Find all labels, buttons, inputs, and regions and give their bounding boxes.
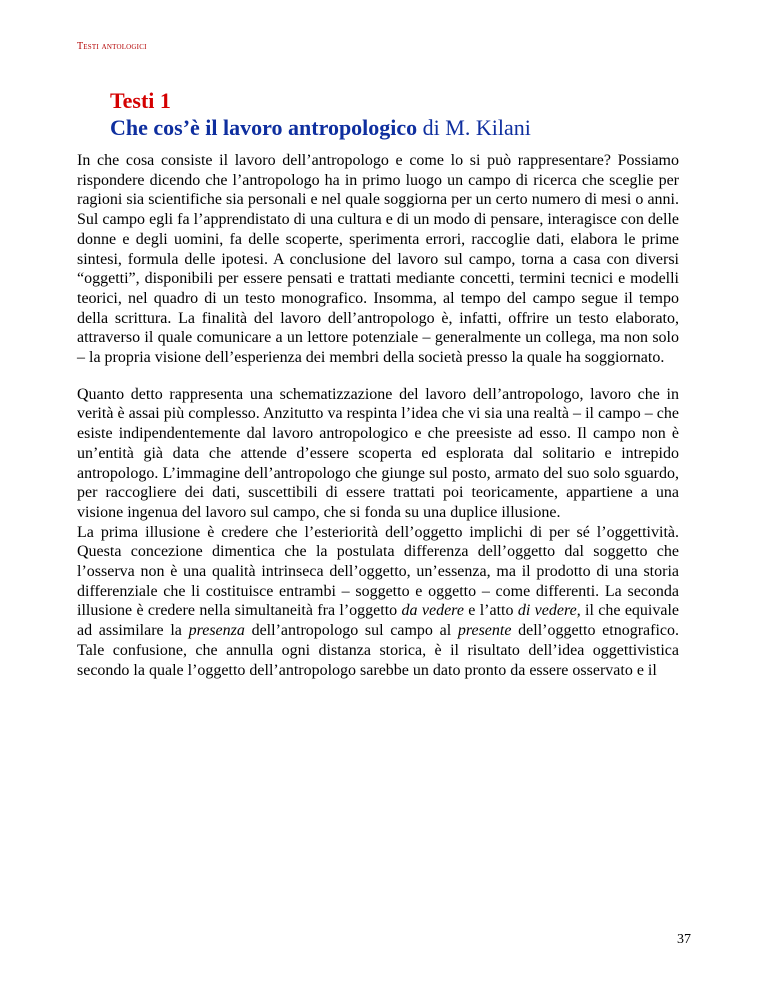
paragraph-3-text-b: e l’atto [463,602,518,620]
section-title [110,87,531,141]
running-header: Testi antologici [77,41,147,52]
title-author: di M. Kilani [417,115,531,140]
paragraph-3-text-c: , il che equivale ad assimilare la [77,602,680,640]
page-number: 37 [677,932,691,947]
title-section-number: Testi 1 [110,88,171,113]
title-text: Che cos’è il lavoro antropologico [110,115,418,140]
paragraph-3-text-a: La prima illusione è credere che l’esteriorità dell’oggetto implichi di per sé l’oggettività. Questa concezione dimentica che la postulata differenza dell’oggetto dal soggetto che l’osserva non è una qualità intrinseca dell’oggetto, un’essenza, ma il prodotto di una storia differenziale che li costituisce entrambi – soggetto e oggetto – come differenti. La seconda illusione è credere nella simultaneità fra l’oggetto [77,523,679,620]
paragraph-3-italic-presenza: presenza [188,622,245,640]
body-text [77,151,679,680]
paragraph-3-italic-di-vedere: di vedere [517,602,577,620]
paragraph-3-text-d: dell’antropologo sul campo al [244,622,458,640]
paragraph-2: Quanto detto rappresenta una schematizzazione del lavoro dell’antropologo, lavoro che in verità è assai più complesso. Anzitutto va respinta l’idea che vi sia una realtà – il campo – che esiste indipendentemente dal lavoro antropologico e che preesiste ad esso. Il campo non è un’entità già data che attende d’essere scoperta ed esplorata dal solitario e intrepido antropologo. L’immagine dell’antropologo che giunge sul posto, armato del suo solo sguardo, per raccogliere dei dati, suscettibili di essere trattati poi teoricamente, appartiene a una visione ingenua del lavoro sul campo, che si fonda su una duplice illusione. [77,385,679,521]
paragraph-1: In che cosa consiste il lavoro dell’antropologo e come lo si può rappresentare? Possiamo rispondere dicendo che l’antropologo ha in primo luogo un campo di ricerca che sceglie per ragioni sia scientifiche sia personali e nel quale soggiorna per un certo numero di mesi o anni. Sul campo egli fa l’apprendistato di una cultura e di un modo di pensare, interagisce con delle donne e degli uomini, fa delle scoperte, sperimenta errori, raccoglie dati, elabora le prime sintesi, formula delle ipotesi. A conclusione del lavoro sul campo, torna a casa con diversi “oggetti”, disponibili per essere pensati e trattati mediante concetti, termini tecnici e modelli teorici, nel quadro di un testo monografico. Insomma, al tempo del campo segue il tempo della scrittura. La finalità del lavoro dell’antropologo è, infatti, offrire un testo elaborato, attraverso il quale comunicare a un lettore potenziale – generalmente un collega, ma non solo – la propria visione dell’esperienza dei membri della società presso la quale ha soggiornato. [77,152,679,367]
paragraph-3-italic-da-vedere: da vedere [401,602,464,620]
paragraph-3-text-e: dell’oggetto etnografico. Tale confusione, che annulla ogni distanza storica, è il risultato dell’idea oggettivistica secondo la quale l’oggetto dell’antropologo sarebbe un dato pronto da essere osservato e il [77,622,679,679]
paragraph-3 [77,523,679,681]
title-heading [110,114,531,141]
paragraph-3-italic-presente: presente [457,622,512,640]
